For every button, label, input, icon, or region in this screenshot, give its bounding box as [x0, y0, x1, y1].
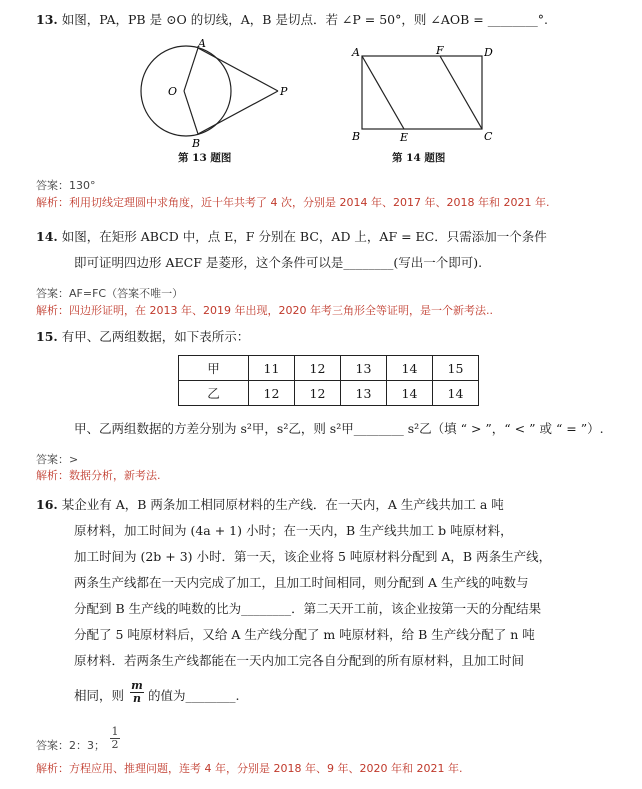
q14-stem-line1 [36, 229, 547, 245]
q16-answer: 答案：2：3； [36, 739, 105, 752]
fig13-label-p: P [280, 85, 288, 98]
table-cell: 12 [295, 356, 341, 381]
q16-answer-num: 1 [111, 725, 119, 738]
row-label-yi: 乙 [179, 381, 249, 406]
q15-number: 15. [36, 329, 58, 344]
fig14-label-e: E [400, 131, 409, 144]
table-row [179, 356, 479, 381]
fig13-label-b: B [192, 137, 201, 148]
q15-text: 有甲、乙两组数据，如下表所示： [61, 329, 250, 344]
q16-number: 16. [36, 497, 58, 512]
fig14-label-d: D [484, 46, 493, 59]
q13-explanation: 解析：利用切线定理圆中求角度，近十年共考了 4 次，分别是 2014 年、2017 年、2018 年和 2021 年. [36, 196, 550, 209]
q15-explanation: 解析：数据分析，新考法. [36, 469, 161, 482]
fig14-caption: 第 14 题图 [392, 152, 446, 164]
q16-line-1 [36, 497, 504, 513]
q16-line-6: 分配了 5 吨原材料后，又给 A 生产线分配了 m 吨原材料，给 B 生产线分配了 n 吨 [74, 627, 535, 642]
q13-stem [36, 12, 548, 28]
q16-explanation: 解析：方程应用、推理问题，连考 4 年，分别是 2018 年、9 年、2020 年和 2021 年. [36, 762, 463, 775]
table-cell: 12 [295, 381, 341, 406]
fig13-label-o: O [168, 85, 178, 98]
q15-data-table [178, 355, 479, 406]
table-cell: 11 [249, 356, 295, 381]
q14-line2: 即可证明四边形 AECF 是菱形，这个条件可以是________(写出一个即可). [74, 255, 483, 270]
table-cell: 12 [249, 381, 295, 406]
q16-frac-den: n [133, 692, 141, 705]
q16-line-2: 原材料，加工时间为 (4a + 1) 小时；在一天内，B 生产线共加工 b 吨原材料， [74, 523, 513, 538]
fig13-caption: 第 13 题图 [178, 152, 232, 164]
row-label-jia: 甲 [179, 356, 249, 381]
q16-answer-den: 2 [111, 738, 119, 751]
q15-answer: 答案：> [36, 453, 79, 466]
q16-line1-text: 某企业有 A，B 两条加工相同原材料的生产线．在一天内，A 生产线共加工 a 吨 [61, 497, 504, 512]
figure-13 [130, 38, 290, 148]
fig14-label-f: F [436, 44, 444, 57]
figure-14 [350, 44, 500, 144]
fig14-label-c: C [484, 130, 493, 143]
table-cell: 14 [433, 381, 479, 406]
fig14-label-b: B [352, 130, 361, 143]
fig14-label-a: A [352, 46, 360, 59]
q13-answer: 答案：130° [36, 179, 96, 192]
q16-line-5: 分配到 B 生产线的吨数的比为________．第二天开工前，该企业按第一天的分配结果 [74, 601, 542, 616]
q16-frac-num: m [131, 679, 143, 692]
fig13-label-a: A [198, 38, 206, 50]
table-cell: 13 [341, 381, 387, 406]
q15-text2: 甲、乙两组数据的方差分别为 s²甲，s²乙，则 s²甲________ s²乙（填 “ > ”，“ < ” 或 “ = ”）. [74, 421, 604, 436]
table-cell: 15 [433, 356, 479, 381]
q14-answer: 答案：AF=FC（答案不唯一） [36, 287, 184, 300]
q13-text: 如图，PA，PB 是 ⊙O 的切线，A，B 是切点．若 ∠P = 50°，则 ∠AOB = ________°. [61, 12, 548, 27]
q16-line-4: 两条生产线都在一天内完成了加工，且加工时间相同，则分配到 A 生产线的吨数与 [74, 575, 529, 590]
table-cell: 13 [341, 356, 387, 381]
q15-stem [36, 329, 249, 345]
q16-last-prefix: 相同，则 [74, 688, 125, 703]
q13-number: 13. [36, 12, 58, 27]
q16-last-suffix: 的值为________. [148, 688, 240, 703]
q16-line-3: 加工时间为 (2b + 3) 小时．第一天，该企业将 5 吨原材料分配到 A，B 两条生产线， [74, 549, 552, 564]
q16-answer-fraction [110, 726, 120, 751]
q16-fraction [130, 680, 144, 705]
table-row [179, 381, 479, 406]
table-cell: 14 [387, 356, 433, 381]
q14-explanation: 解析：四边形证明，在 2013 年、2019 年出现，2020 年考三角形全等证明，是一个新考法.. [36, 304, 493, 317]
q14-line1: 如图，在矩形 ABCD 中，点 E，F 分别在 BC，AD 上，AF = EC．只需添加一个条件 [61, 229, 547, 244]
q14-number: 14. [36, 229, 58, 244]
table-cell: 14 [387, 381, 433, 406]
q16-line-7: 原材料．若两条生产线都能在一天内加工完各自分配到的所有原材料，且加工时间 [74, 653, 525, 668]
